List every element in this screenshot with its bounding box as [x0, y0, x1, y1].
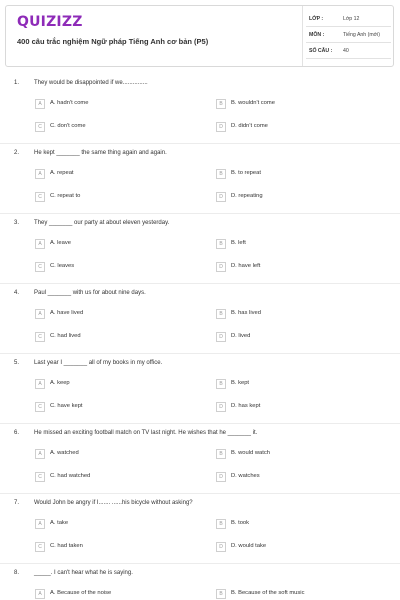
option-text: B. took	[231, 520, 250, 526]
option-letter-box: D	[216, 332, 226, 342]
worksheet-header	[5, 5, 394, 67]
option-letter-box: C	[35, 472, 45, 482]
meta-row-class	[306, 12, 391, 27]
option-text: B. would watch	[231, 450, 270, 456]
option-letter-box: D	[216, 122, 226, 132]
option-text: D. lived	[231, 333, 251, 339]
question-text: Paul _______ with us for about nine days.	[34, 290, 146, 296]
question-divider	[0, 423, 400, 424]
option-letter-box: A	[35, 239, 45, 249]
option-letter-box: A	[35, 519, 45, 529]
option-letter-box: C	[35, 542, 45, 552]
option-text: B. to repeat	[231, 170, 261, 176]
option-text: D. didn't come	[231, 123, 268, 129]
option-letter-box: B	[216, 449, 226, 459]
option-text: A. keep	[50, 380, 70, 386]
option-letter-box: D	[216, 262, 226, 272]
option-letter-box: B	[216, 239, 226, 249]
option-text: B. has lived	[231, 310, 261, 316]
option-letter-box: A	[35, 309, 45, 319]
option-letter-box: A	[35, 449, 45, 459]
option-letter-box: B	[216, 589, 226, 599]
question-number: 6.	[14, 430, 20, 436]
question-divider	[0, 143, 400, 144]
option-letter-box: A	[35, 379, 45, 389]
question-text: _____. I can't hear what he is saying.	[34, 570, 133, 576]
option-text: B. Because of the soft music	[231, 590, 305, 596]
question-number: 8.	[14, 570, 20, 576]
option-text: C. leaves	[50, 263, 75, 269]
meta-key: LỚP :	[309, 16, 324, 22]
option-letter-box: D	[216, 402, 226, 412]
meta-row-count	[306, 44, 391, 59]
question-divider	[0, 213, 400, 214]
option-letter-box: D	[216, 542, 226, 552]
option-text: A. have lived	[50, 310, 84, 316]
option-letter-box: C	[35, 262, 45, 272]
meta-key: MÔN :	[309, 32, 325, 38]
question-text: Last year I _______ all of my books in my office.	[34, 360, 163, 366]
option-text: A. take	[50, 520, 69, 526]
option-text: D. watches	[231, 473, 260, 479]
option-letter-box: C	[35, 402, 45, 412]
option-letter-box: D	[216, 472, 226, 482]
option-letter-box: B	[216, 99, 226, 109]
option-letter-box: B	[216, 309, 226, 319]
option-letter-box: C	[35, 332, 45, 342]
option-text: D. repeating	[231, 193, 263, 199]
option-text: C. had taken	[50, 543, 83, 549]
question-text: They _______ our party at about eleven yesterday.	[34, 220, 170, 226]
option-text: A. leave	[50, 240, 71, 246]
option-letter-box: B	[216, 519, 226, 529]
option-text: B. left	[231, 240, 246, 246]
option-text: A. hadn't come	[50, 100, 89, 106]
question-number: 1.	[14, 80, 20, 86]
option-letter-box: B	[216, 169, 226, 179]
meta-key: SỐ CÂU :	[309, 48, 333, 54]
meta-divider	[302, 6, 303, 66]
option-text: A. watched	[50, 450, 79, 456]
question-number: 4.	[14, 290, 20, 296]
option-text: A. repeat	[50, 170, 74, 176]
option-text: C. had lived	[50, 333, 81, 339]
question-divider	[0, 563, 400, 564]
option-letter-box: A	[35, 99, 45, 109]
option-text: C. don't come	[50, 123, 86, 129]
question-number: 7.	[14, 500, 20, 506]
quizizz-logo: QUIZIZZ	[17, 14, 83, 30]
question-number: 3.	[14, 220, 20, 226]
option-letter-box: A	[35, 169, 45, 179]
meta-value: 40	[343, 48, 349, 54]
option-text: A. Because of the noise	[50, 590, 112, 596]
question-divider	[0, 283, 400, 284]
question-number: 5.	[14, 360, 20, 366]
option-text: B. kept	[231, 380, 250, 386]
option-text: D. have left	[231, 263, 261, 269]
question-divider	[0, 493, 400, 494]
option-text: B. wouldn't come	[231, 100, 275, 106]
meta-value: Lớp 12	[343, 16, 360, 22]
meta-row-subject	[306, 28, 391, 43]
option-letter-box: B	[216, 379, 226, 389]
worksheet-title: 400 câu trắc nghiệm Ngữ pháp Tiếng Anh cơ bản (P5)	[17, 37, 209, 46]
option-text: C. repeat to	[50, 193, 81, 199]
option-letter-box: A	[35, 589, 45, 599]
question-text: He missed an exciting football match on TV last night. He wishes that he _______ it.	[34, 430, 258, 436]
question-divider	[0, 353, 400, 354]
question-text: Would John be angry if I....... ......his bicycle without asking?	[34, 500, 193, 506]
option-letter-box: D	[216, 192, 226, 202]
option-letter-box: C	[35, 122, 45, 132]
option-text: D. would take	[231, 543, 267, 549]
question-text: He kept _______ the same thing again and again.	[34, 150, 167, 156]
option-letter-box: C	[35, 192, 45, 202]
option-text: C. had watched	[50, 473, 91, 479]
question-number: 2.	[14, 150, 20, 156]
question-text: They would be disappointed if we...............	[34, 80, 148, 86]
option-text: D. has kept	[231, 403, 261, 409]
meta-value: Tiếng Anh (mới)	[343, 32, 380, 38]
option-text: C. have kept	[50, 403, 83, 409]
